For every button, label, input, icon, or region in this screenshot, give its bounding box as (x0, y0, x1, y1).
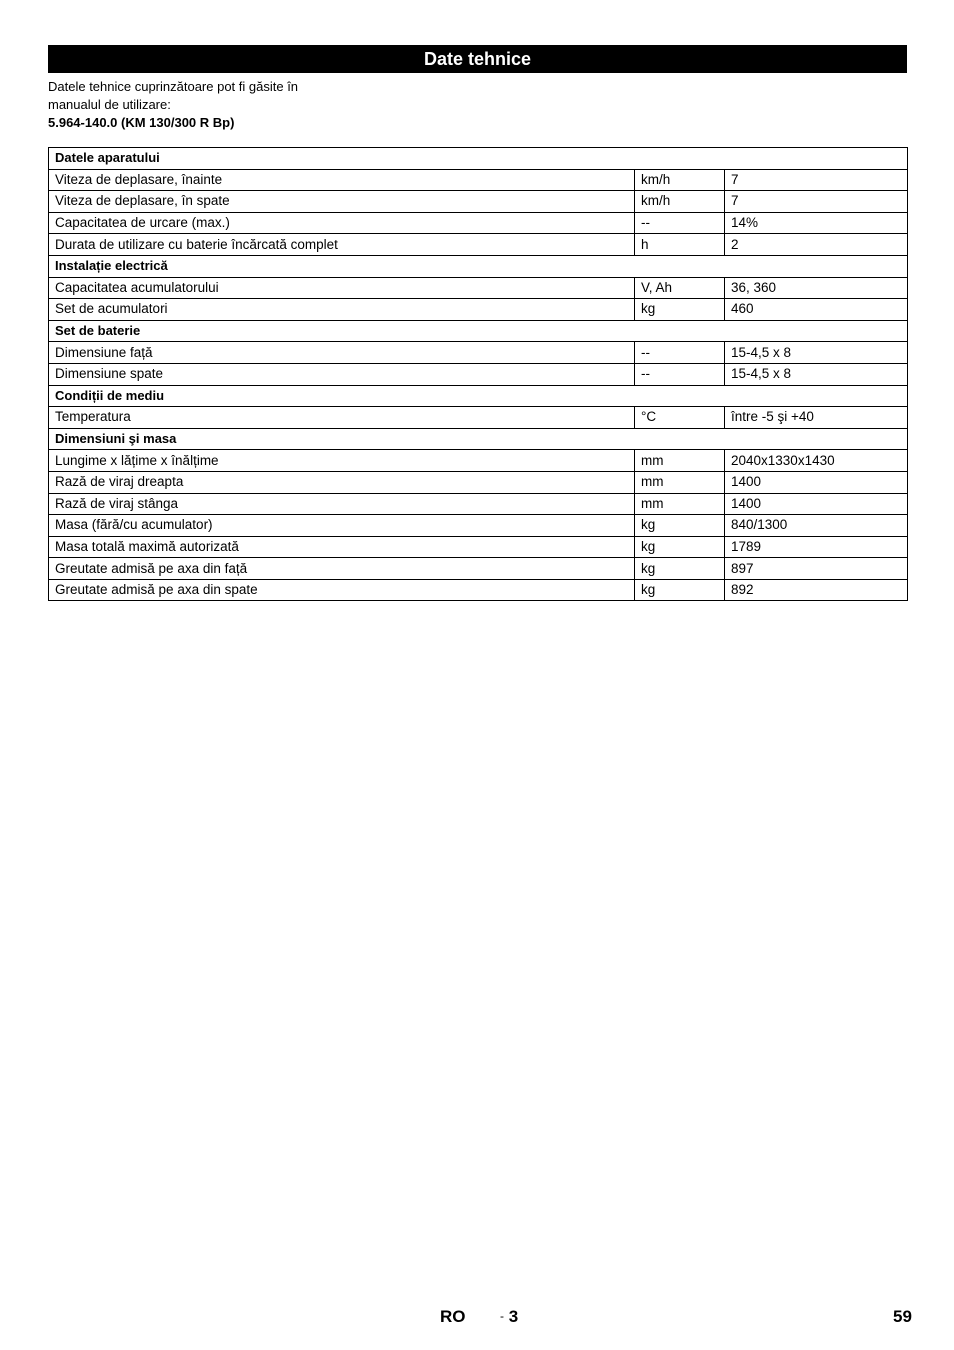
spec-label: Viteza de deplasare, înainte (49, 169, 635, 191)
spec-label: Dimensiune spate (49, 363, 635, 385)
table-row (49, 471, 908, 493)
page-title-text: Date tehnice (423, 48, 532, 69)
spec-label: Greutate admisă pe axa din față (49, 558, 635, 580)
spec-label: Temperatura (49, 407, 635, 429)
spec-value: între -5 şi +40 (725, 407, 908, 429)
spec-unit: °C (635, 407, 725, 429)
spec-value: 892 (725, 579, 908, 601)
table-row (49, 191, 908, 213)
spec-value: 460 (725, 299, 908, 321)
spec-label: Viteza de deplasare, în spate (49, 191, 635, 213)
footer-language: RO (440, 1307, 466, 1326)
table-row (49, 299, 908, 321)
spec-unit: -- (635, 212, 725, 234)
table-row (49, 169, 908, 191)
spec-value: 7 (725, 191, 908, 213)
table-row (49, 450, 908, 472)
spec-label: Rază de viraj stânga (49, 493, 635, 515)
spec-unit: V, Ah (635, 277, 725, 299)
section-heading: Condiții de mediu (49, 385, 908, 407)
spec-table (48, 147, 908, 601)
footer-dash: - (500, 1309, 504, 1323)
section-row (49, 148, 908, 170)
spec-unit: h (635, 234, 725, 256)
section-heading: Instalație electrică (49, 255, 908, 277)
table-row (49, 536, 908, 558)
table-row (49, 579, 908, 601)
spec-unit: -- (635, 363, 725, 385)
spec-label: Durata de utilizare cu baterie încărcată complet (49, 234, 635, 256)
section-row (49, 428, 908, 450)
spec-value: 14% (725, 212, 908, 234)
section-row (49, 385, 908, 407)
section-row (49, 320, 908, 342)
spec-label: Set de acumulatori (49, 299, 635, 321)
table-row (49, 277, 908, 299)
spec-value: 897 (725, 558, 908, 580)
spec-value: 2040x1330x1430 (725, 450, 908, 472)
section-heading: Dimensiuni şi masa (49, 428, 908, 450)
spec-label: Masa (fără/cu acumulator) (49, 515, 635, 537)
spec-value: 1400 (725, 471, 908, 493)
table-row (49, 234, 908, 256)
spec-table-body (49, 148, 908, 601)
spec-unit: km/h (635, 191, 725, 213)
spec-unit: kg (635, 579, 725, 601)
spec-unit: kg (635, 299, 725, 321)
spec-label: Rază de viraj dreapta (49, 471, 635, 493)
table-row (49, 558, 908, 580)
spec-label: Masa totală maximă autorizată (49, 536, 635, 558)
page-number: 59 (893, 1307, 912, 1326)
table-row (49, 342, 908, 364)
spec-unit: mm (635, 493, 725, 515)
spec-value: 1400 (725, 493, 908, 515)
spec-label: Greutate admisă pe axa din spate (49, 579, 635, 601)
footer-section-number: 3 (508, 1307, 519, 1326)
spec-unit: km/h (635, 169, 725, 191)
spec-unit: kg (635, 536, 725, 558)
spec-unit: -- (635, 342, 725, 364)
intro-text (48, 78, 368, 132)
spec-label: Capacitatea de urcare (max.) (49, 212, 635, 234)
intro-line-1: Datele tehnice cuprinzătoare pot fi găsite în (48, 79, 299, 94)
spec-value: 840/1300 (725, 515, 908, 537)
table-row (49, 212, 908, 234)
spec-value: 1789 (725, 536, 908, 558)
spec-value: 15-4,5 x 8 (725, 342, 908, 364)
spec-unit: mm (635, 471, 725, 493)
table-row (49, 407, 908, 429)
section-heading: Datele aparatului (49, 148, 908, 170)
spec-unit: kg (635, 515, 725, 537)
model-number: 5.964-140.0 (KM 130/300 R Bp) (48, 115, 235, 130)
spec-value: 7 (725, 169, 908, 191)
spec-label: Dimensiune față (49, 342, 635, 364)
spec-value: 2 (725, 234, 908, 256)
table-row (49, 515, 908, 537)
spec-value: 36, 360 (725, 277, 908, 299)
spec-label: Lungime x lățime x înălțime (49, 450, 635, 472)
intro-line-2: manualul de utilizare: (48, 97, 171, 112)
spec-value: 15-4,5 x 8 (725, 363, 908, 385)
footer-section (500, 1307, 518, 1327)
spec-label: Capacitatea acumulatorului (49, 277, 635, 299)
spec-unit: mm (635, 450, 725, 472)
section-heading: Set de baterie (49, 320, 908, 342)
section-row (49, 255, 908, 277)
page-title (48, 45, 907, 73)
table-row (49, 493, 908, 515)
spec-unit: kg (635, 558, 725, 580)
table-row (49, 363, 908, 385)
